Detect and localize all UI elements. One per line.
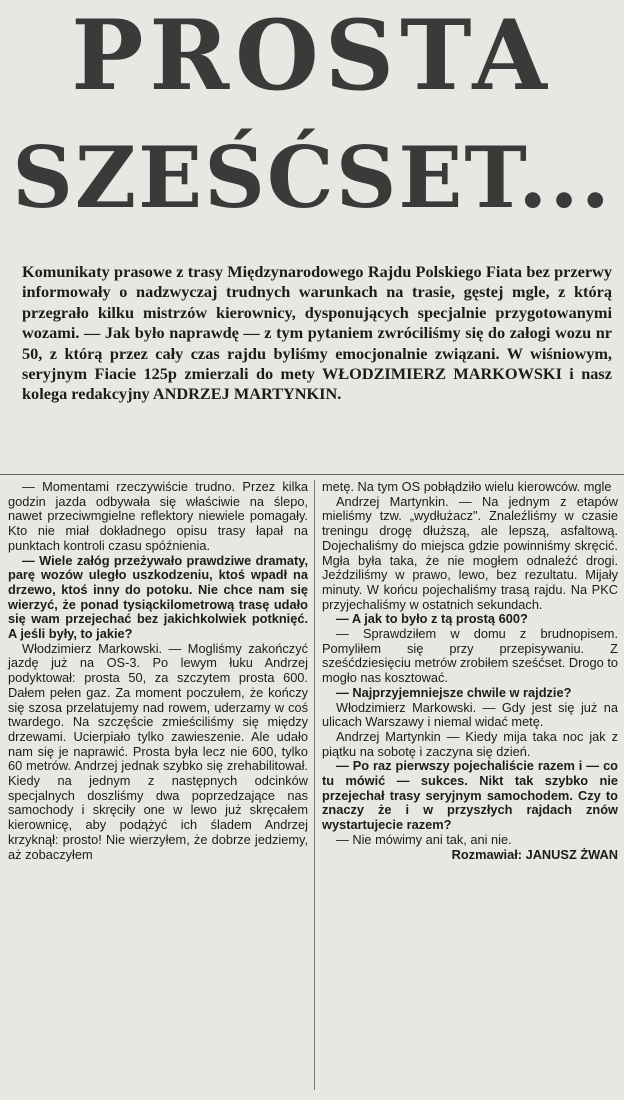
column-divider: [314, 480, 315, 1090]
paragraph-text: metę. Na tym OS pobłądziło wielu kierowców.: [322, 479, 581, 494]
paragraph: Włodzimierz Markowski. — Gdy jest się już na ulicach Warszawy i niemal widać metę.: [322, 699, 618, 730]
paragraph: [322, 480, 618, 495]
paragraph: — Sprawdziłem w domu z brudnopisem. Pomyliłem się przy przepisywaniu. Z sześćdziesięciu metrów zrobiłem sześćset. Drogo to mogło nas kosztować.: [322, 626, 618, 686]
paragraph: — Momentami rzeczywiście trudno. Przez kilka godzin jazda odbywała się właściwie na ślepo, nawet przeciwmgielne reflektory niewiele pomagały. Kto nie miał dokładnego opisu trasy łapał na punktach kontroli czasu spóźnienia.: [8, 479, 308, 553]
headline-line-2: SZEŚĆSET...: [12, 128, 612, 227]
headline-line-1: PROSTA: [71, 0, 553, 112]
right-column: [322, 480, 618, 862]
question: — Po raz pierwszy pojechaliście razem i — co tu mówić — sukces. Nikt tak szybko nie przejechał trasy seryjnym samochodem. Czy to znaczy że i w przyszłych rajdach znów wystartujecie razem?: [322, 758, 618, 833]
byline: Rozmawiał: JANUSZ ŻWAN: [451, 846, 618, 862]
paragraph: Włodzimierz Markowski. — Mogliśmy zakończyć jazdę już na OS-3. Po lewym łuku Andrzej podyktował: prosta 50, za szczytem prosta 600. Dałem pełen gaz. Za moment poczułem, że kończy się szosa przelatujemy nad rowem, uderzamy w coś twardego. Na szczęście zmieściliśmy się między drzewami. Ucierpiało tylko zawieszenie. Ale udało nam się je naprawić. Prosta była lecz nie 600, tylko 60 metrów. Andrzej jednak szybko się zrehabilitował. Kiedy na jednym z następnych odcinków specjalnych doszliśmy dwa poprzedzające nas samochody i skręciły one w lewo już skręcałem kierownicę, aby podążyć ich śladem Andrzej krzyknął: prosto! Nie wierzyłem, że dobrze jedziemy, aż zobaczyłem: [8, 640, 308, 862]
paragraph: — Nie mówimy ani tak, ani nie.: [336, 831, 512, 847]
paragraph: Andrzej Martynkin. — Na jednym z etapów mieliśmy tzw. „wydłużacz". Znaleźliśmy w czasie treningu drogę dłuższą, ale lepszą, asfaltową. Dojechaliśmy do miejsca gdzie powinniśmy skręcić. Mgła była taka, że nie mogłem odnaleźć drogi. Jeździliśmy w prawo, lewo, bez rezultatu. Mijały minuty. W końcu pojechaliśmy trasą rajdu. Na PKC przyjechaliśmy w ostatnich sekundach.: [322, 493, 618, 612]
question: — Najprzyjemniejsze chwile w rajdzie?: [336, 684, 572, 700]
section-divider: [0, 474, 624, 475]
question: — Wiele załóg przeżywało prawdziwe dramaty, parę wozów uległo uszkodzeniu, ktoś wpadł na drzewo, ktoś inny do potoku. Nie chce nam się wierzyć, że ponad tysiąckilometrową trasę udało się wam przejechać bez jakichkolwiek potknięć. A jeśli były, to jakie?: [8, 552, 308, 642]
lead-paragraph: Komunikaty prasowe z trasy Międzynarodowego Rajdu Polskiego Fiata bez przerwy informowały o nadzwyczaj trudnych warunkach na trasie, gęstej mgle, z którą przegrało kilku mistrzów kierownicy, dysponujących specjalnie przygotowanymi wozami. — Jak było naprawdę — z tym pytaniem zwróciliśmy się do załogi wozu nr 50, z którą przez cały czas rajdu byliśmy emocjonalnie związani. W wiśniowym, seryjnym Fiacie 125p zmierzali do mety WŁODZIMIERZ MARKOWSKI i nasz kolega redakcyjny ANDRZEJ MARTYNKIN.: [22, 262, 612, 404]
paragraph: Andrzej Martynkin — Kiedy mija taka noc jak z piątku na sobotę i zaczyna się dzień.: [322, 728, 618, 759]
paragraph-text-tail: mgle: [583, 479, 612, 494]
left-column: [8, 480, 308, 862]
question: — A jak to było z tą prostą 600?: [336, 611, 528, 627]
